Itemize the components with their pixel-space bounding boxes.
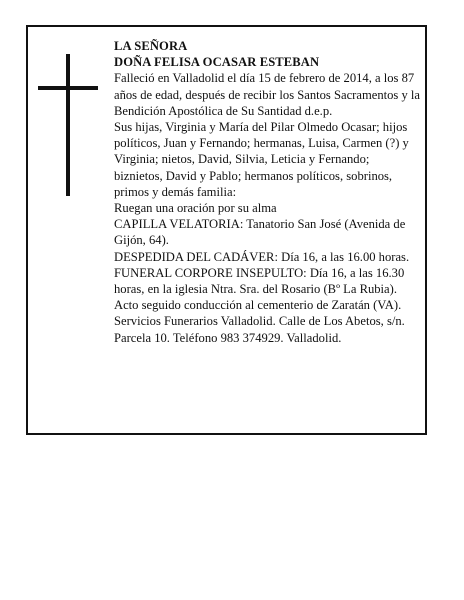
cross-vertical-bar <box>66 54 70 196</box>
funeral-services-contact: Servicios Funerarios Valladolid. Calle de Los Abetos, s/n. Parcela 10. Teléfono 983 374929. Valladolid. <box>114 314 405 345</box>
funeral-info: FUNERAL CORPORE INSEPULTO: Día 16, a las 16.30 horas, en la iglesia Ntra. Sra. del Rosario (Bº La Rubia). Acto seguido conducción al cementerio de Zaratán (VA). <box>114 265 405 313</box>
death-announcement-paragraph: Falleció en Valladolid el día 15 de febrero de 2014, a los 87 años de edad, después de recibir los Santos Sacramentos y la Bendición Apostólica de Su Santidad d.e.p. <box>114 71 421 118</box>
notice-title-line-1: LA SEÑORA <box>114 39 188 53</box>
farewell-info: DESPEDIDA DEL CADÁVER: Día 16, a las 16.00 horas. <box>114 249 410 264</box>
cross-horizontal-bar <box>38 86 98 90</box>
obituary-text <box>114 38 420 346</box>
deceased-name: DOÑA FELISA OCASAR ESTEBAN <box>114 55 320 70</box>
prayer-request-line: Ruegan una oración por su alma <box>114 201 277 216</box>
chapel-info: CAPILLA VELATORIA: Tanatorio San José (Avenida de Gijón, 64). <box>114 217 406 248</box>
family-paragraph: Sus hijas, Virginia y María del Pilar Olmedo Ocasar; hijos políticos, Juan y Fernando; hermanas, Luisa, Carmen (?) y Virginia; nietos, David, Silvia, Leticia y Fernando; biznietos, David y Pablo; hermanos políticos, sobrinos, primos y demás familia: <box>114 120 409 199</box>
